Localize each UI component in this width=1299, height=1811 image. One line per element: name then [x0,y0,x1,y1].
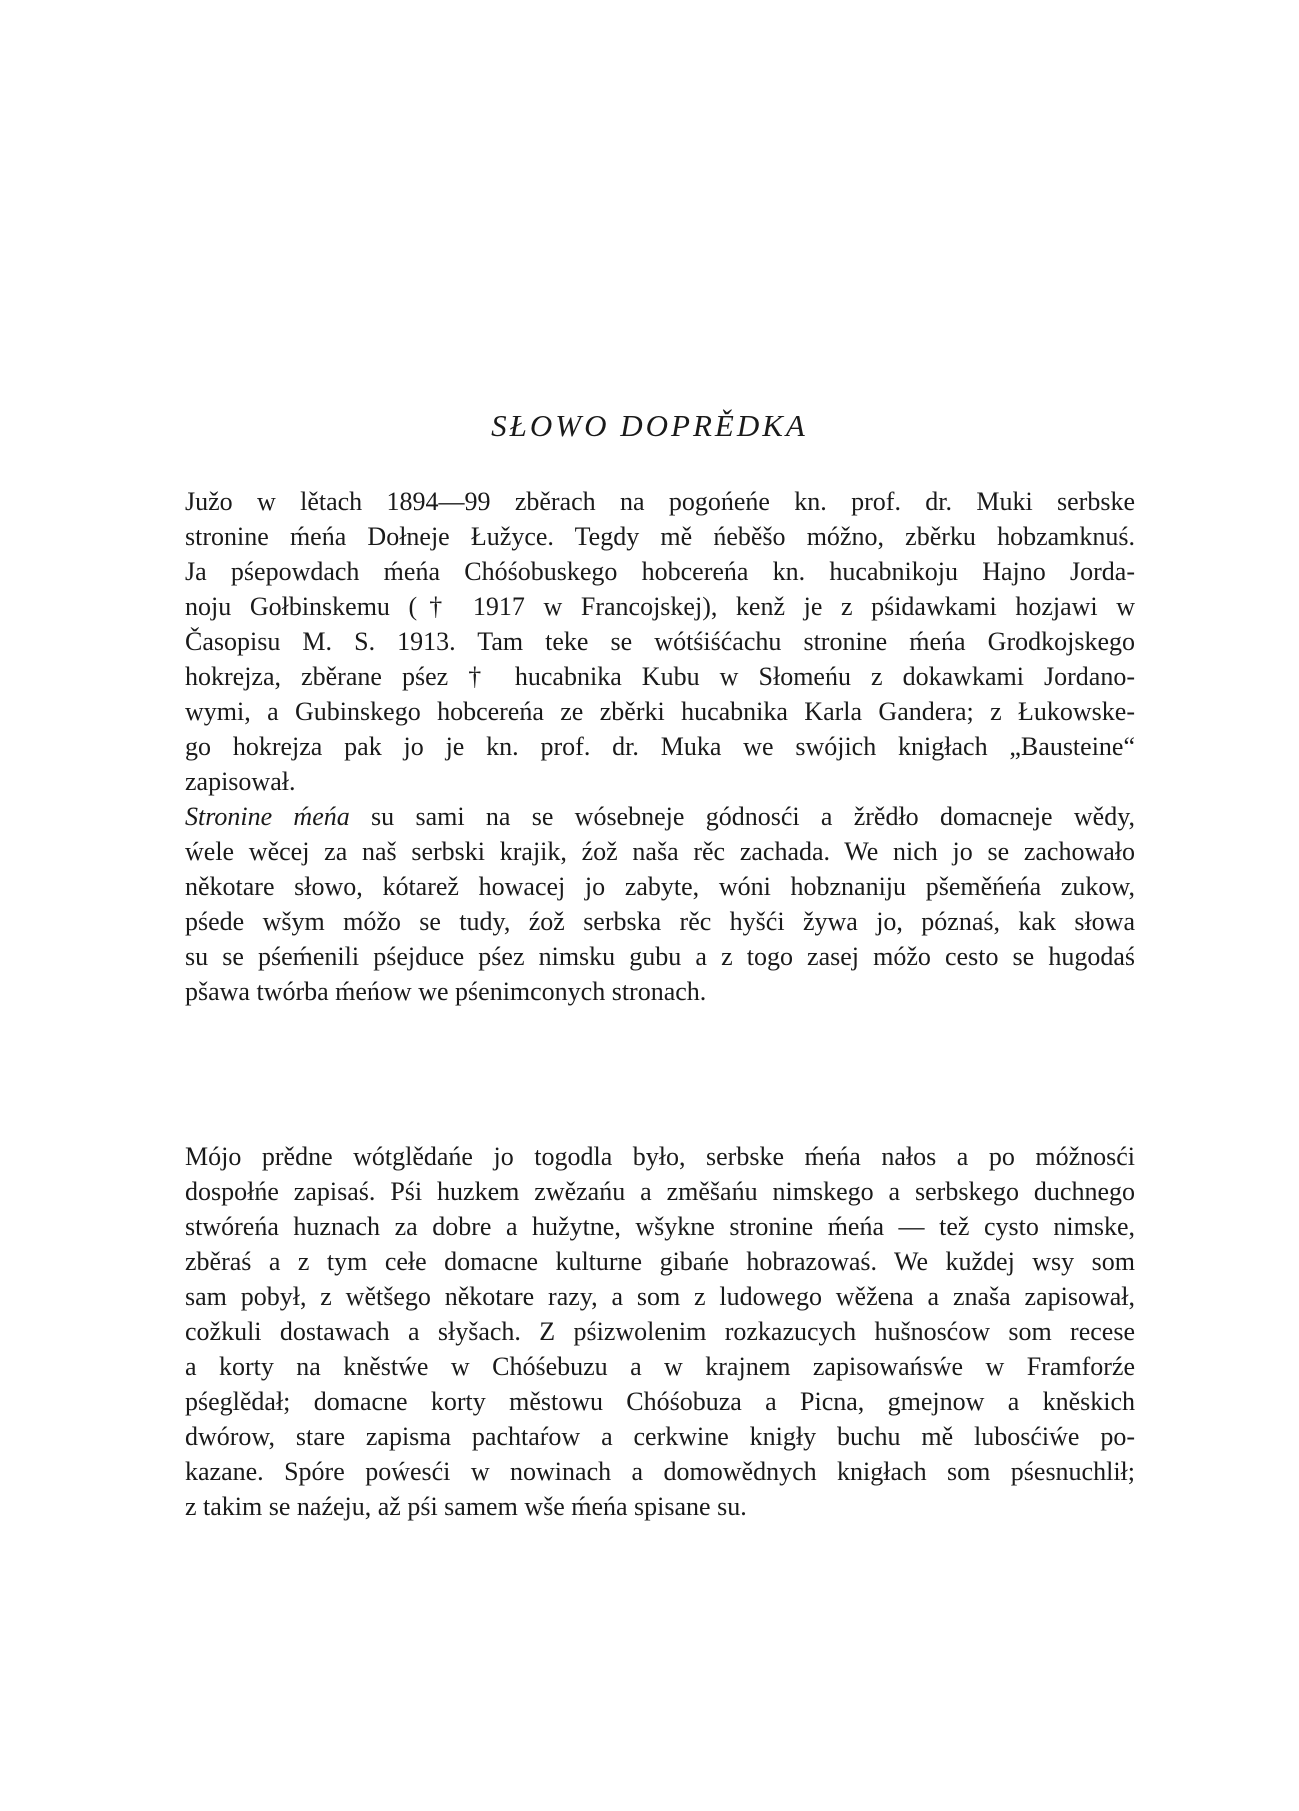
text-line: stwóreńa huznach za dobre a hužytne, wšykne stronine ḿeńa — tež cysto nimske, [185,1212,1135,1241]
text-line: stronine ḿeńa Dołneje Łužyce. Tegdy mě ńeběšo móžno, zběrku hobzamknuś. [185,522,1135,551]
text-line: ẃele wěcej za naš serbski krajik, źož naša rěc zachada. We nich jo se zachowało [185,837,1135,866]
text-line: Mójo prědne wótglědańe jo togodla było, serbske ḿeńa nałos a po móžnosći [185,1142,1135,1171]
text-line-rest: su sami na se wósebneje gódnosći a žrědło domacneje wědy, [349,802,1135,831]
text-line: Časopisu M. S. 1913. Tam teke se wótśiśćachu stronine ḿeńa Grodkojskego [185,627,1135,656]
text-line: a korty na kněstẃe w Chóśebuzu a w krajnem zapisowańsẃe w Framforźe [185,1352,1135,1381]
text-line: Južo w lětach 1894—99 zběrach na pogońeńe kn. prof. dr. Muki serbske [185,487,1135,516]
text-line: go hokrejza pak jo je kn. prof. dr. Muka we swójich knigłach „Bausteine“ [185,732,1135,761]
text-line: dospołńe zapisaś. Pśi huzkem zwězańu a změšańu nimskego a serbskego duchnego [185,1177,1135,1206]
text-line: Ja pśepowdach ḿeńa Chóśobuskego hobcereńa kn. hucabnikoju Hajno Jorda- [185,557,1135,586]
text-line: sam pobył, z wětšego někotare razy, a som z ludowego wěženа a znaša zapisował, [185,1282,1135,1311]
text-line: wymi, a Gubinskego hobcereńa ze zběrki hucabnika Karla Gandera; z Łukowske- [185,697,1135,726]
text-line: noju Gołbinskemu († 1917 w Francojskej), kenž je z pśidawkami hozjawi w [185,592,1135,621]
text-line: někotare słowo, kótarež howacej jo zabyte, wóni hobznaniju pšeměńeńa zukow, [185,872,1135,901]
text-line: pśeglědał; domacne korty městowu Chóśobuza a Picna, gmejnow a kněskich [185,1387,1135,1416]
italic-term: Stronine ḿeńa [185,802,350,831]
chapter-title: SŁOWO DOPRĚDKA [491,408,808,443]
text-line: hokrejza, zběrane pśez † hucabnika Kubu w Słomeńu z dokawkami Jordano- [185,662,1135,691]
text-line: su se pśeḿenili pśejduce pśez nimsku gubu a z togo zasej móžo cesto se hugodaś [185,942,1135,971]
text-line: z takim se naźeju, až pśi samem wše ḿeńa spisane su. [185,1492,747,1521]
text-line: dwórow, stare zapisma pachtaŕow a cerkwine knigły buchu mě lubosćiẃe po- [185,1422,1135,1451]
text-line [185,800,1135,834]
text-line: cožkuli dostawach a słyšach. Z pśizwolenim rozkazucych hušnosćow som recese [185,1317,1135,1346]
text-line: pšawa twórba ḿeńow we pśenimconych stronach. [185,977,707,1006]
text-line: zběraś a z tym cełe domacne kulturne gibańe hobrazowaś. We kuždej wsy som [185,1247,1135,1276]
text-line: pśede wšym móžo se tudy, źož serbska rěc hyšći žywa jo, póznaś, kak słowa [185,907,1135,936]
text-line: zapisował. [185,767,296,796]
text-line: kazane. Spóre poẃesći w nowinach a domowědnych knigłach som pśesnuchlił; [185,1457,1135,1486]
